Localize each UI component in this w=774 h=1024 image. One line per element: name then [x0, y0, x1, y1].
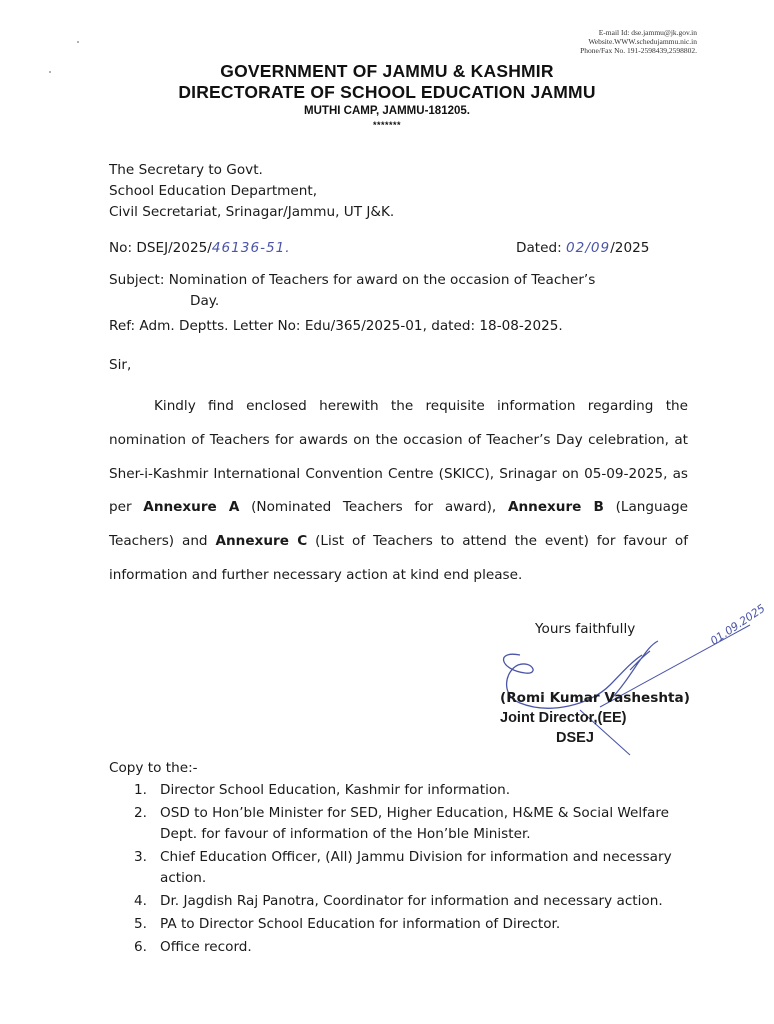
item-number: 4.	[134, 893, 147, 909]
header-separator: *******	[372, 120, 402, 130]
annexure-a: Annexure A	[143, 499, 240, 516]
body-text: (Language Teachers) and	[109, 499, 688, 550]
item-text: Director School Education, Kashmir for information.	[160, 782, 511, 798]
org-name-line1: GOVERNMENT OF JAMMU & KASHMIR	[220, 61, 554, 81]
recipient-line: The Secretary to Govt.	[109, 162, 263, 178]
copy-to-item	[134, 891, 694, 912]
item-number: 2.	[134, 805, 147, 821]
item-text: OSD to Hon’ble Minister for SED, Higher Education, H&ME & Social Welfare Dept. for favour of information of the Hon’ble Minister.	[160, 805, 669, 842]
body-text: Kindly find enclosed herewith the requisite information regarding the nomination of Teachers for awards on the occasion of Teacher’s Day celebration, at Sher-i-Kashmir International Convention Centre (SKICC), Srinagar on 05-09-2025, as per	[109, 398, 688, 516]
item-number: 6.	[134, 939, 147, 955]
subject-line-cont: Day.	[190, 293, 220, 309]
date-handwritten: 02/09	[566, 240, 611, 256]
copy-to-item	[134, 914, 694, 935]
recipient-line: School Education Department,	[109, 183, 318, 199]
body-text: (List of Teachers to attend the event) for favour of information and further necessary action at kind end please.	[109, 533, 688, 583]
date-label: Dated:	[516, 240, 567, 256]
signatory-title: Joint Director,(EE)	[500, 710, 627, 726]
closing: Yours faithfully	[535, 621, 636, 637]
recipient-address	[109, 160, 394, 223]
letter-number-label: No: DSEJ/2025/	[109, 240, 212, 256]
org-address: MUTHI CAMP, JAMMU-181205.	[304, 105, 470, 117]
copy-to-item	[134, 780, 694, 801]
copy-to-item	[134, 937, 694, 958]
signatory-dept: DSEJ	[556, 730, 594, 746]
contact-phone: Phone/Fax No. 191-2598439,2598802.	[580, 46, 697, 55]
annexure-b: Annexure B	[507, 499, 604, 516]
item-text: Dr. Jagdish Raj Panotra, Coordinator for information and necessary action.	[160, 893, 663, 909]
item-number: 1.	[134, 782, 147, 798]
reference-line: Ref: Adm. Deptts. Letter No: Edu/365/2025-01, dated: 18-08-2025.	[109, 318, 563, 334]
item-number: 5.	[134, 916, 147, 932]
letter-number	[109, 240, 291, 256]
contact-email: E-mail Id: dse.jammu@jk.gov.in	[598, 28, 697, 37]
body-text: (Nominated Teachers for award),	[239, 499, 508, 516]
date-year: /2025	[610, 240, 650, 256]
scan-speck	[77, 41, 79, 43]
signatory-name	[500, 690, 690, 706]
subject-line: Subject: Nomination of Teachers for award on the occasion of Teacher’s	[109, 272, 596, 288]
item-text: Chief Education Officer, (All) Jammu Division for information and necessary action.	[160, 849, 672, 886]
letter-date	[516, 240, 649, 256]
signature-block	[480, 601, 774, 765]
copy-to-heading: Copy to the:-	[109, 760, 198, 776]
copy-to-list	[134, 780, 694, 960]
copy-to-item	[134, 847, 694, 889]
annexure-c: Annexure C	[215, 533, 308, 550]
item-text: Office record.	[160, 939, 252, 955]
contact-block	[580, 28, 697, 55]
contact-website: Website.WWW.schedujammu.nic.in	[588, 37, 697, 46]
copy-to-item	[134, 803, 694, 845]
signature-handwritten-date: 01.09.2025	[708, 601, 768, 648]
org-name-line2: DIRECTORATE OF SCHOOL EDUCATION JAMMU	[178, 82, 596, 102]
recipient-line: Civil Secretariat, Srinagar/Jammu, UT J&K.	[109, 204, 395, 220]
letter-number-handwritten: 46136-51.	[211, 240, 291, 256]
item-text: PA to Director School Education for information of Director.	[160, 916, 561, 932]
item-number: 3.	[134, 849, 147, 865]
signatory-name-text: (Romi Kumar Vasheshta)	[500, 690, 690, 706]
salutation: Sir,	[109, 357, 132, 373]
body-paragraph	[109, 390, 688, 593]
